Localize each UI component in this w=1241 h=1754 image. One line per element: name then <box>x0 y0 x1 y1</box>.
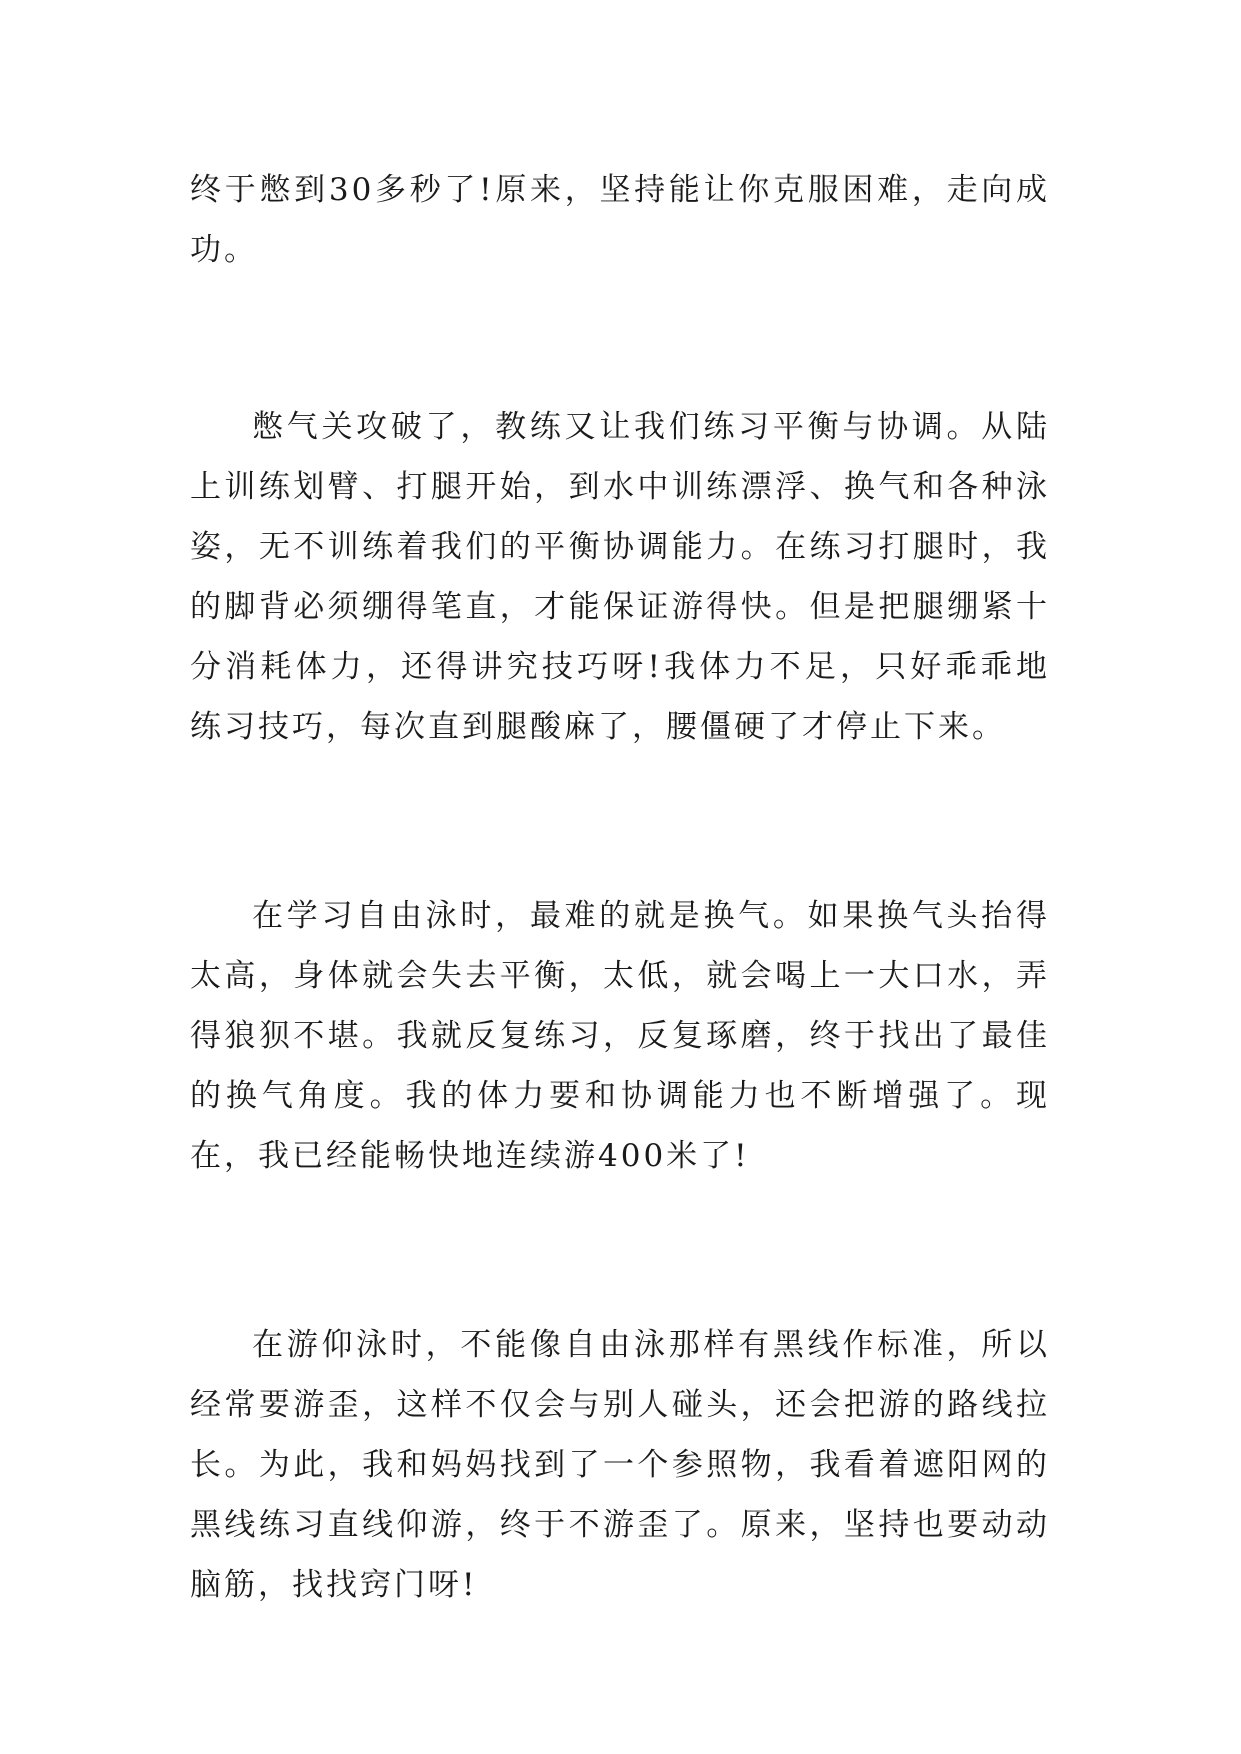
paragraph-4: 在游仰泳时，不能像自由泳那样有黑线作标准，所以经常要游歪，这样不仅会与别人碰头，还会把游的路线拉长。为此，我和妈妈找到了一个参照物，我看着遮阳网的黑线练习直线仰游，终于不游歪了。原来，坚持也要动动脑筋，找找窍门呀! <box>190 1327 1050 1603</box>
paragraph-3: 在学习自由泳时，最难的就是换气。如果换气头抬得太高，身体就会失去平衡，太低，就会喝上一大口水，弄得狼狈不堪。我就反复练习，反复琢磨，终于找出了最佳的换气角度。我的体力要和协调能力也不断增强了。现在，我已经能畅快地连续游400米了! <box>190 898 1050 1174</box>
paragraph-1: 终于憋到30多秒了!原来，坚持能让你克服困难，走向成功。 <box>190 172 1050 268</box>
paragraph-2: 憋气关攻破了，教练又让我们练习平衡与协调。从陆上训练划臂、打腿开始，到水中训练漂浮、换气和各种泳姿，无不训练着我们的平衡协调能力。在练习打腿时，我的脚背必须绷得笔直，才能保证游得快。但是把腿绷紧十分消耗体力，还得讲究技巧呀!我体力不足，只好乖乖地练习技巧，每次直到腿酸麻了，腰僵硬了才停止下来。 <box>190 409 1050 745</box>
document-body <box>190 160 1050 1615</box>
